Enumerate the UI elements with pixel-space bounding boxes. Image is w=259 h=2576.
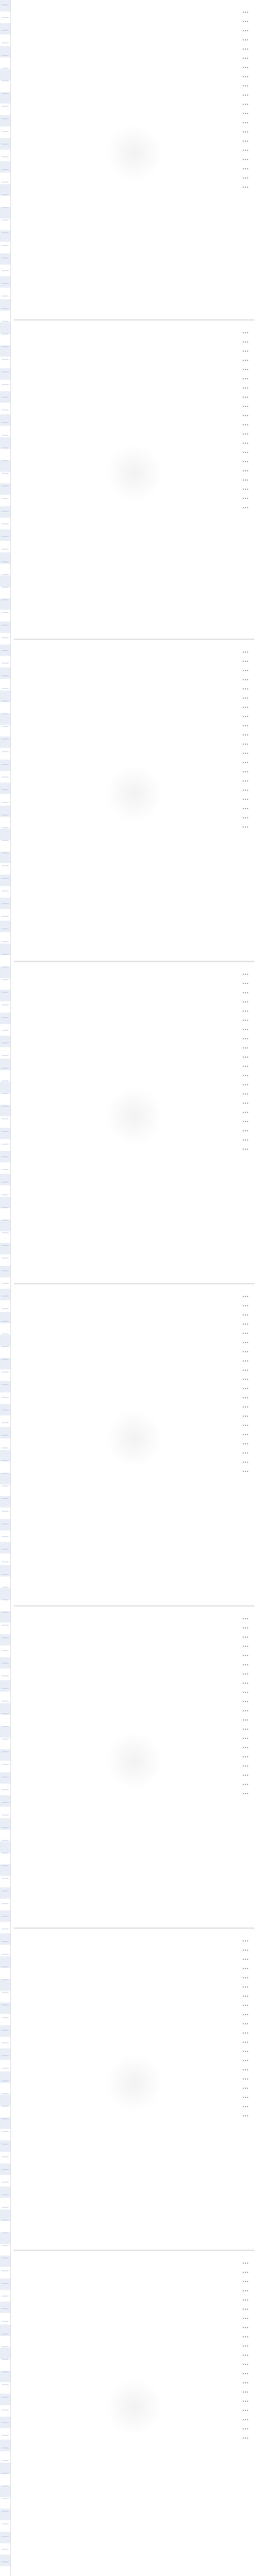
text-line: … [242,2028,249,2035]
text-line: … [242,1761,249,1768]
document-block-1 [14,0,254,319]
text-line: … [242,1098,249,1105]
text-line: … [242,2331,249,2339]
text-line: … [242,438,249,445]
text-line: … [242,2341,249,2348]
text-line: … [242,53,249,60]
text-line: … [242,2276,249,2284]
text-line: … [242,1402,249,1409]
text-line: … [242,484,249,491]
text-line: … [242,465,249,473]
watermark-icon [105,1410,163,1467]
text-line: … [242,720,249,728]
text-line: … [242,2396,249,2403]
text-line: … [242,665,249,673]
text-line: … [242,2424,249,2431]
text-line: … [242,1650,249,1658]
text-line: … [242,1954,249,1961]
watermark-icon [105,765,163,823]
text-line: … [242,90,249,97]
text-line: … [242,1715,249,1722]
text-line: … [242,1466,249,1474]
text-line: … [242,693,249,700]
text-line: … [242,392,249,399]
text-line: … [242,684,249,691]
text-line: … [242,1972,249,1980]
text-line: … [242,136,249,143]
text-line: … [242,2064,249,2072]
text-line: … [242,1319,249,1326]
text-line: … [242,1365,249,1372]
text-line: … [242,812,249,820]
text-line: … [242,748,249,755]
text-line: … [242,1107,249,1115]
watermark-icon [105,124,163,182]
text-line: … [242,145,249,152]
text-line: … [242,702,249,709]
text-line: … [242,163,249,171]
text-line: … [242,2000,249,2008]
document-block-3 [14,639,254,961]
text-line: … [242,1788,249,1796]
text-line: … [242,2368,249,2376]
text-line: … [242,429,249,436]
text-line: … [242,2009,249,2017]
text-line: … [242,2092,249,2100]
text-line: … [242,1337,249,1345]
left-decorative-strip [0,0,11,2576]
text-line: … [242,1116,249,1124]
text-line: … [242,2405,249,2413]
text-line: … [242,1963,249,1971]
text-line: … [242,1669,249,1676]
text-line: … [242,401,249,409]
text-line: … [242,2414,249,2422]
text-line: … [242,2074,249,2081]
text-line: … [242,1770,249,1777]
text-line: … [242,2083,249,2090]
text-line: … [242,656,249,663]
text-line: … [242,730,249,737]
text-line: … [242,1125,249,1133]
text-line: … [242,2037,249,2044]
text-line: … [242,1033,249,1041]
watermark-icon [105,1087,163,1145]
text-line: … [242,1751,249,1759]
text-line: … [242,16,249,24]
text-line: … [242,173,249,180]
text-line: … [242,71,249,79]
text-line: … [242,364,249,372]
document-content [14,0,254,2576]
text-line: … [242,1641,249,1648]
text-line: … [242,2322,249,2330]
text-line: … [242,108,249,116]
text-line: … [242,1678,249,1685]
text-line: … [242,327,249,335]
text-line: … [242,2267,249,2274]
text-line: … [242,1632,249,1639]
text-line: … [242,62,249,70]
watermark-icon [105,444,163,502]
text-line: … [242,1024,249,1032]
text-line: … [242,2304,249,2311]
text-line: … [242,1705,249,1713]
text-line: … [242,2387,249,2394]
text-line: … [242,1328,249,1335]
text-line: … [242,739,249,746]
text-line: … [242,456,249,464]
text-line: … [242,1411,249,1418]
text-line: … [242,346,249,353]
document-block-2 [14,319,254,639]
text-line: … [242,1374,249,1382]
text-line: … [242,803,249,811]
text-line: … [242,2433,249,2440]
document-block-7 [14,1928,254,2250]
text-line: … [242,25,249,33]
text-line: … [242,410,249,418]
text-line: … [242,1079,249,1087]
text-line: … [242,1006,249,1013]
text-line: … [242,785,249,792]
text-line: … [242,182,249,189]
text-line: … [242,2359,249,2367]
text-line: … [242,1061,249,1068]
text-line: … [242,2285,249,2293]
text-line: … [242,969,249,976]
text-line: … [242,766,249,774]
watermark-icon [105,1732,163,1789]
text-line: … [242,978,249,986]
text-line: … [242,1420,249,1428]
text-line: … [242,1310,249,1317]
text-line: … [242,2111,249,2118]
text-line: … [242,1383,249,1391]
text-line: … [242,1945,249,1952]
text-line: … [242,2350,249,2357]
text-line: … [242,2055,249,2063]
text-line: … [242,475,249,482]
text-line: … [242,1089,249,1096]
watermark-icon [105,2054,163,2112]
document-block-8 [14,2250,254,2576]
text-line: … [242,2295,249,2302]
text-line: … [242,1438,249,1446]
text-line: … [242,154,249,162]
text-line: … [242,1015,249,1022]
text-line: … [242,7,249,14]
text-line: … [242,647,249,654]
text-line: … [242,1300,249,1308]
text-line: … [242,2258,249,2265]
text-line: … [242,117,249,125]
text-line: … [242,1144,249,1151]
watermark-icon [105,2378,163,2436]
text-line: … [242,1991,249,1998]
text-line: … [242,127,249,134]
text-line: … [242,1613,249,1621]
text-line: … [242,776,249,783]
text-line: … [242,373,249,381]
text-line: … [242,337,249,344]
text-line: … [242,1043,249,1050]
text-line: … [242,711,249,719]
text-line: … [242,1623,249,1630]
text-line: … [242,1742,249,1750]
text-line: … [242,35,249,42]
text-line: … [242,1135,249,1142]
text-line: … [242,1356,249,1363]
text-line: … [242,1448,249,1455]
text-line: … [242,502,249,510]
text-line: … [242,383,249,390]
document-block-6 [14,1605,254,1928]
text-line: … [242,674,249,682]
text-line: … [242,493,249,501]
text-line: … [242,1346,249,1354]
text-line: … [242,1457,249,1464]
text-line: … [242,99,249,106]
document-block-5 [14,1283,254,1605]
text-line: … [242,1982,249,1989]
text-line: … [242,81,249,88]
text-line: … [242,757,249,765]
text-line: … [242,447,249,455]
text-line: … [242,1687,249,1695]
text-line: … [242,2313,249,2321]
text-line: … [242,2046,249,2054]
text-line: … [242,1392,249,1400]
text-line: … [242,1696,249,1704]
document-block-4 [14,961,254,1283]
text-line: … [242,1936,249,1943]
text-line: … [242,1733,249,1741]
text-line: … [242,997,249,1004]
text-line: … [242,987,249,995]
text-line: … [242,1659,249,1667]
text-line: … [242,1070,249,1078]
text-line: … [242,822,249,829]
text-line: … [242,419,249,427]
text-line: … [242,44,249,51]
text-line: … [242,794,249,802]
text-line: … [242,1052,249,1059]
text-line: … [242,1724,249,1731]
text-line: … [242,1779,249,1787]
text-line: … [242,2377,249,2385]
text-line: … [242,2101,249,2109]
text-line: … [242,355,249,362]
text-line: … [242,2018,249,2026]
text-line: … [242,1429,249,1437]
text-line: … [242,1291,249,1299]
